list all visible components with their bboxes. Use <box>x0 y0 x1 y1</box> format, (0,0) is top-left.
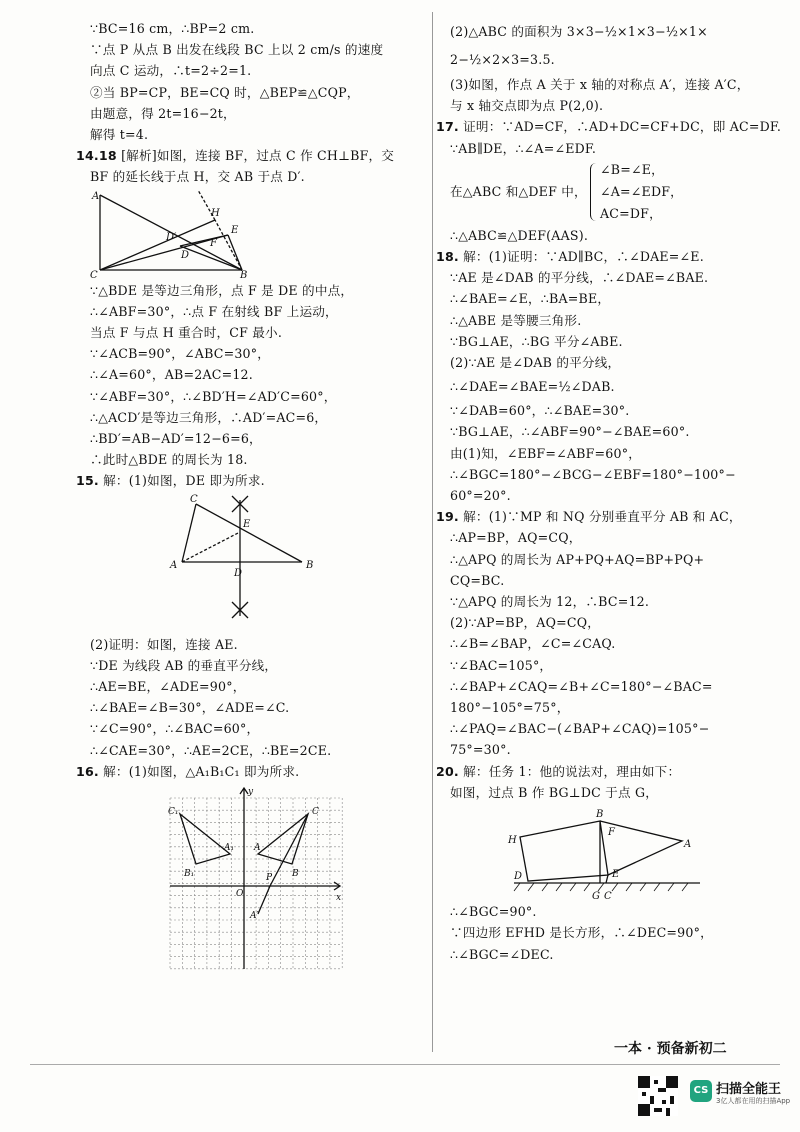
label-b: B <box>240 269 248 278</box>
text-line: BF 的延长线于点 H，交 AB 于点 D′. <box>90 169 305 185</box>
text-line: ∵△BDE 是等边三角形，点 F 是 DE 的中点， <box>90 282 354 298</box>
label-d: D <box>234 567 243 579</box>
page-footer: 一本 · 预备新初二 <box>614 1041 727 1057</box>
question-20 <box>436 761 780 782</box>
text-line: (2)∵AP=BP，AQ=CQ， <box>450 615 601 631</box>
text-line: (2)△ABC 的面积为 3×3−½×1×3−½×1× <box>450 24 708 39</box>
label-a: A <box>684 839 692 851</box>
text-line: ②当 BP=CP，BE=CQ 时，△BEP≌△CQP， <box>90 84 360 100</box>
question-18 <box>436 246 780 267</box>
text-line: ∴△ABE 是等腰三角形. <box>450 312 582 328</box>
label-h: H <box>211 207 220 219</box>
scanner-subtitle: 3亿人都在用的扫描App <box>716 1097 791 1105</box>
text-line: 如图，过点 B 作 BG⊥DC 于点 G， <box>450 784 658 800</box>
question-number: 19. <box>436 509 459 525</box>
question-number: 15. <box>76 473 99 489</box>
text-line: 解：(1)如图，△A₁B₁C₁ 即为所求. <box>103 763 300 779</box>
text-line: ∵△APQ 的周长为 12，∴BC=12. <box>450 594 650 610</box>
label-c: C <box>190 493 198 505</box>
text-line: ∴∠A=60°，AB=2AC=12. <box>90 367 253 383</box>
text-line: CQ=BC. <box>450 572 505 588</box>
question-number: 16. <box>76 763 99 779</box>
question-number: 18. <box>436 249 459 265</box>
right-column <box>436 18 782 965</box>
text-line: 解得 t=4. <box>90 127 149 143</box>
text-line: ∴∠ABF=30°，∴点 F 在射线 BF 上运动， <box>90 303 338 319</box>
text-line: ∴△ABC≌△DEF(AAS). <box>450 227 589 243</box>
text-line: ∴∠B=∠BAP，∠C=∠CAQ. <box>450 636 616 652</box>
camscanner-logo-icon: CS <box>690 1080 712 1102</box>
label-d-prime: D′ <box>166 231 177 243</box>
scanner-watermark <box>690 1078 791 1108</box>
text-line: ∴∠BAE=∠B=30°，∠ADE=∠C. <box>90 700 290 716</box>
figure-14 <box>90 190 270 278</box>
label-f: F <box>608 827 615 839</box>
text-line: ∵∠DAB=60°，∴∠BAE=30°. <box>450 403 630 419</box>
label-e: E <box>243 518 251 530</box>
label-a: A <box>170 559 178 571</box>
question-14 <box>76 145 420 166</box>
question-19 <box>436 506 780 527</box>
text-line: ∴∠BGC=180°−∠BCG−∠EBF=180°−100°− <box>450 466 736 482</box>
question-15 <box>76 470 420 491</box>
text-line: ∴△APQ 的周长为 AP+PQ+AQ=BP+PQ+ <box>450 551 705 567</box>
text-line: 解：(1)证明：∵AD∥BC，∴∠DAE=∠E. <box>463 249 704 265</box>
text-line: 2−½×2×3=3.5. <box>450 52 555 67</box>
figure-15 <box>160 494 340 632</box>
footer-rule <box>30 1064 780 1065</box>
brace <box>590 163 597 221</box>
text-line: ∵∠C=90°，∴∠BAC=60°， <box>90 721 260 737</box>
label-g: G <box>592 891 600 900</box>
text-line: ∵AE 是∠DAB 的平分线，∴∠DAE=∠BAE. <box>450 270 709 286</box>
label-c: C <box>312 807 319 818</box>
question-number: 17. <box>436 119 459 135</box>
text-line: 解：(1)∵MP 和 NQ 分别垂直平分 AB 和 AC， <box>463 509 742 525</box>
figure-16-grid <box>160 784 360 974</box>
text-line: (3)如图，作点 A 关于 x 轴的对称点 A′，连接 A′C， <box>450 77 750 92</box>
figure-20 <box>500 805 720 899</box>
text-line: 与 x 轴交点即为点 P(2,0). <box>450 98 604 114</box>
label-c: C <box>90 269 98 278</box>
label-y: y <box>248 787 254 798</box>
text-line: 当点 F 与点 H 重合时，CF 最小. <box>90 325 283 341</box>
label-a-prime: A′ <box>250 911 259 922</box>
question-number: 14.18 <box>76 148 117 164</box>
label-p: P <box>266 873 273 884</box>
text-line: ∴∠BAP+∠CAQ=∠B+∠C=180°−∠BAC= <box>450 678 713 694</box>
qr-code-icon <box>638 1076 678 1116</box>
text-line: 180°−105°=75°， <box>450 700 570 716</box>
label-e: E <box>231 224 239 236</box>
text-line: [解析]如图，连接 BF，过点 C 作 CH⊥BF，交 <box>121 148 395 164</box>
text-line: ∴∠PAQ=∠BAC−(∠BAP+∠CAQ)=105°− <box>450 721 710 737</box>
text-line: 由题意，得 2t=16−2t， <box>90 105 236 121</box>
text-line: 向点 C 运动，∴t=2÷2=1. <box>90 63 252 79</box>
text-line: (2)证明：如图，连接 AE. <box>90 636 238 652</box>
text-line: AC=DF， <box>600 205 662 221</box>
label-x: x <box>336 893 342 904</box>
label-c: C <box>604 891 612 900</box>
text-line: (2)∵AE 是∠DAB 的平分线， <box>450 355 621 371</box>
label-e: E <box>612 869 620 881</box>
question-number: 20. <box>436 763 459 779</box>
text-line: ∵DE 为线段 AB 的垂直平分线， <box>90 657 278 673</box>
scanner-title: 扫描全能王 <box>716 1082 782 1097</box>
text-line: 60°=20°. <box>450 488 511 504</box>
text-line: ∵四边形 EFHD 是长方形，∴∠DEC=90°， <box>450 925 713 941</box>
text-line: ∵∠ABF=30°，∴∠BD′H=∠AD′C=60°， <box>90 388 337 404</box>
text-line: ∵∠ACB=90°，∠ABC=30°， <box>90 346 271 362</box>
text-line: ∴AP=BP，AQ=CQ， <box>450 530 582 546</box>
text-line: ∴∠DAE=∠BAE=½∠DAB. <box>450 379 615 395</box>
label-b1: B₁ <box>184 869 195 880</box>
text-line: ∴△ACD′是等边三角形，∴AD′=AC=6， <box>90 409 328 425</box>
column-divider <box>432 12 433 1052</box>
text-line: ∠B=∠E， <box>600 161 664 177</box>
label-d: D <box>181 249 190 261</box>
text-line: ∵BC=16 cm，∴BP=2 cm. <box>90 21 255 36</box>
label-h: H <box>508 835 517 847</box>
label-c1: C₁ <box>168 807 179 818</box>
label-f: F <box>210 237 217 249</box>
label-b: B <box>596 809 604 821</box>
question-17 <box>436 116 780 137</box>
label-a: A <box>254 843 261 854</box>
label-b: B <box>292 869 299 880</box>
text-line: 在△ABC 和△DEF 中， <box>450 183 587 199</box>
text-line: ∵BG⊥AE，∴∠ABF=90°−∠BAE=60°. <box>450 424 690 440</box>
label-d: D <box>514 871 523 883</box>
text-line: ∵AB∥DE，∴∠A=∠EDF. <box>450 140 597 156</box>
text-line: ∴∠BGC=90°. <box>450 904 537 920</box>
text-line: 75°=30°. <box>450 742 511 758</box>
case-block <box>450 159 780 225</box>
text-line: ∵∠BAC=105°， <box>450 657 553 673</box>
text-line: ∵BG⊥AE，∴BG 平分∠ABE. <box>450 333 623 349</box>
text-line: ∴此时△BDE 的周长为 18. <box>90 452 248 468</box>
text-line: ∴∠CAE=30°，∴AE=2CE，∴BE=2CE. <box>90 742 332 758</box>
question-16 <box>76 761 420 782</box>
text-line: ∴AE=BE，∠ADE=90°， <box>90 679 246 695</box>
text-line: ∴BD′=AB−AD′=12−6=6， <box>90 431 262 447</box>
text-line: ∴∠BGC=∠DEC. <box>450 946 554 962</box>
text-line: ∵点 P 从点 B 出发在线段 BC 上以 2 cm/s 的速度 <box>90 42 384 58</box>
text-line: 解：任务 1：他的说法对，理由如下： <box>463 763 681 779</box>
label-a: A <box>92 190 100 202</box>
label-b: B <box>306 559 314 571</box>
text-line: 证明：∵AD=CF，∴AD+DC=CF+DC，即 AC=DF. <box>463 119 782 135</box>
label-a1: A₁ <box>224 843 235 854</box>
text-line: 解：(1)如图，DE 即为所求. <box>103 473 265 489</box>
text-line: ∠A=∠EDF， <box>600 183 683 199</box>
left-column <box>76 18 420 976</box>
text-line: 由(1)知，∠EBF=∠ABF=60°， <box>450 445 642 461</box>
text-line: ∴∠BAE=∠E，∴BA=BE， <box>450 291 611 307</box>
label-o: O <box>236 889 244 900</box>
